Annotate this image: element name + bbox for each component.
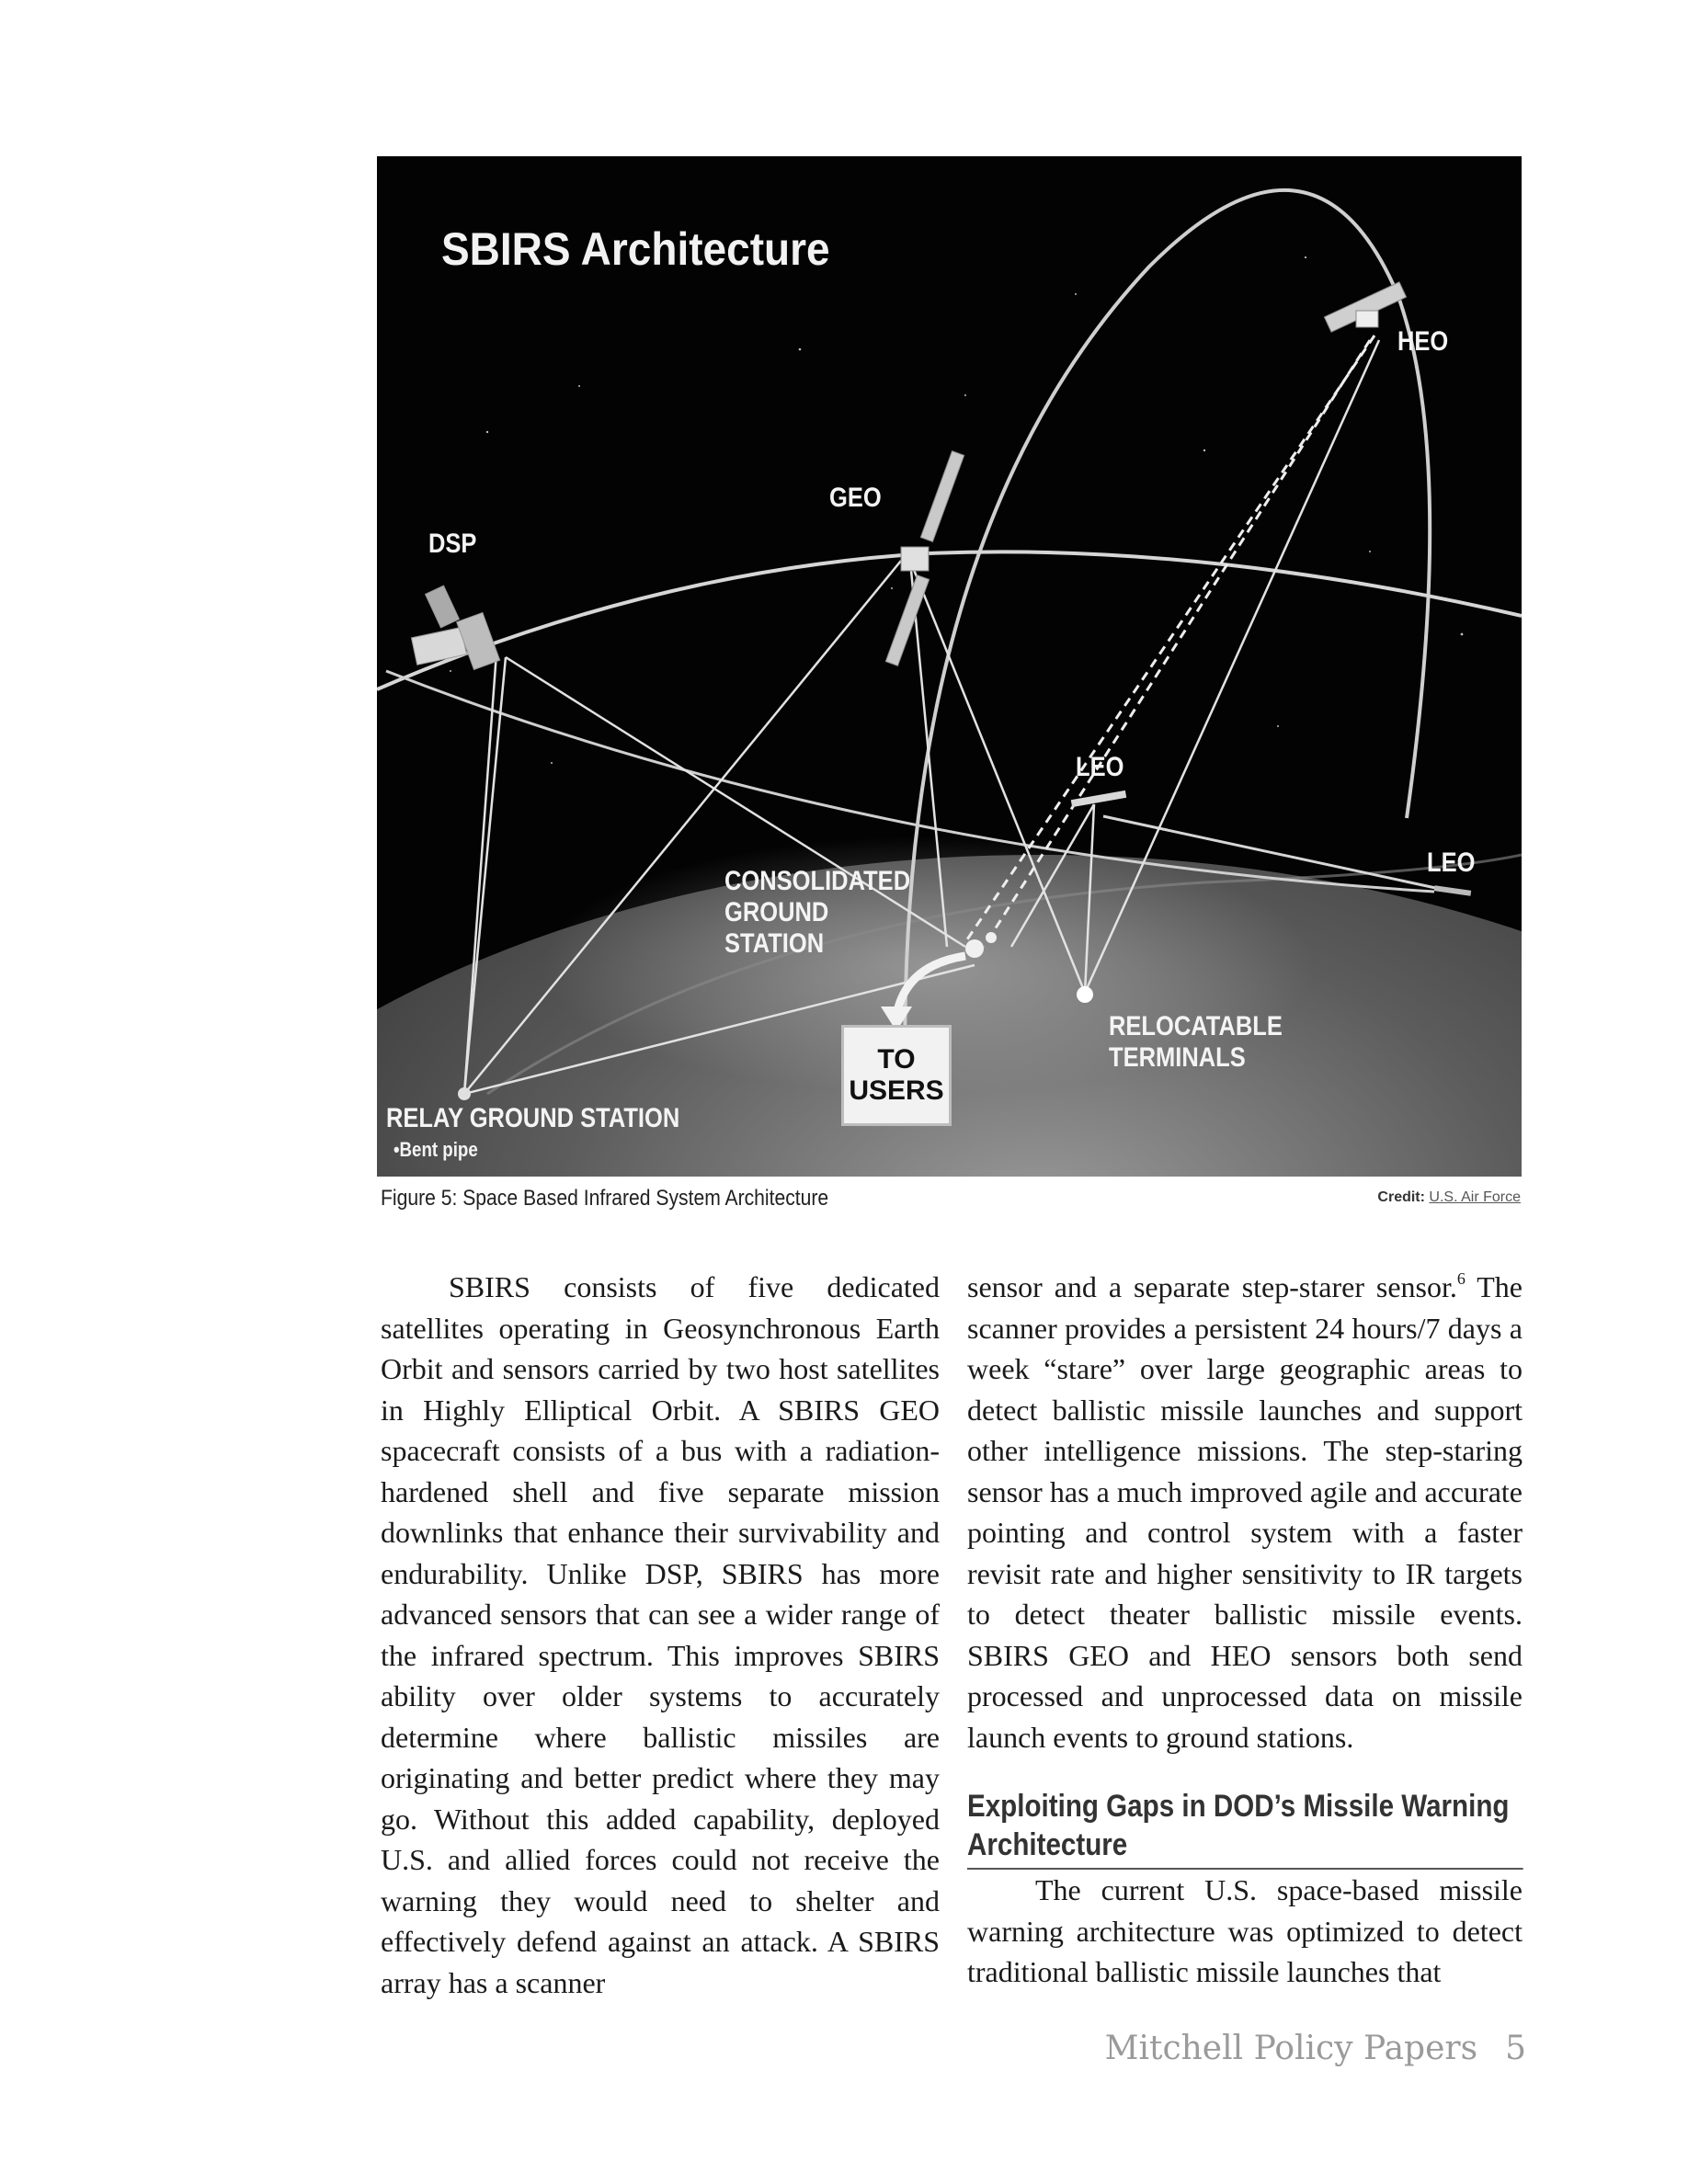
bent-pipe-label: •Bent pipe — [393, 1138, 478, 1161]
geo-orbit — [377, 552, 1522, 689]
heo-label: HEO — [1397, 326, 1449, 357]
caption-text: Figure 5: Space Based Infrared System Architecture — [381, 1186, 829, 1211]
footnote-ref[interactable]: 6 — [1456, 1269, 1466, 1288]
body-paragraph-2-cont: The scanner provides a persistent 24 hours/7 days a week “stare” over large geographic areas to detect ballistic missile launches and support other intelligence missions. The step-staring sensor has a much improved agile and accurate pointing and control system with a faster revisit rate and higher sensitivity to IR targets to detect theater ballistic missile events. SBIRS GEO and HEO sensors both send processed and unprocessed data on missile launch events to ground stations. — [967, 1270, 1523, 1754]
relay-ground-station-label: RELAY GROUND STATION — [386, 1103, 680, 1133]
relay-ground-station-marker — [458, 1087, 471, 1100]
dsp-label: DSP — [428, 529, 477, 559]
sbirs-diagram-graphic — [377, 156, 1522, 1177]
page-footer — [1105, 2030, 1526, 2067]
leo-right-satellite-icon — [1434, 885, 1471, 896]
body-paragraph-2-start: sensor and a separate step-starer sensor. — [967, 1270, 1457, 1303]
leo-upper-label: LEO — [1076, 752, 1124, 782]
figure-title: SBIRS Architecture — [441, 223, 830, 275]
leo-right-label: LEO — [1427, 847, 1476, 878]
relocatable-terminals-label: RELOCATABLE TERMINALS — [1109, 1011, 1283, 1073]
relocatable-terminal-marker — [1077, 986, 1093, 1003]
consolidated-ground-station-label: CONSOLIDATED GROUND STATION — [724, 866, 911, 959]
figure-caption — [381, 1186, 1521, 1213]
to-users-label: TO USERS — [849, 1044, 944, 1106]
page-number: 5 — [1505, 2030, 1526, 2067]
heo-satellite-icon — [1324, 282, 1406, 332]
section-heading: Exploiting Gaps in DOD’s Missile Warning Architecture — [967, 1787, 1523, 1870]
publication-name: Mitchell Policy Papers — [1104, 2030, 1478, 2067]
sbirs-architecture-figure — [377, 156, 1522, 1177]
body-paragraph-2 — [967, 1267, 1523, 1757]
stars — [450, 256, 1463, 764]
consolidated-ground-station-marker — [965, 939, 984, 958]
left-column — [381, 1267, 940, 2003]
to-users-box — [841, 1025, 952, 1126]
right-column — [967, 1267, 1523, 1993]
dsp-satellite-icon — [411, 586, 499, 669]
geo-label: GEO — [829, 483, 882, 513]
leo-satellite-icon — [1071, 791, 1126, 807]
figure-credit — [1377, 1189, 1521, 1206]
credit-label: Credit: — [1377, 1189, 1425, 1205]
body-paragraph-1: SBIRS consists of five dedicated satellites operating in Geosynchronous Earth Orbit and sensors carried by two host satellites in Highly Elliptical Orbit. A SBIRS GEO spacecraft consists of a bus with a radiation-hardened shell and five separate mission downlinks that enhance their survivability and endurability. Unlike DSP, SBIRS has more advanced sensors that can see a wider range of the infrared spectrum. This improves SBIRS ability over older systems to accurately determine where ballistic missiles are originating and better predict where they may go. Without this added capability, deployed U.S. and allied forces could not receive the warning they would need to shelter and effectively defend against an attack. A SBIRS array has a scanner — [381, 1270, 940, 1999]
credit-source-link[interactable]: U.S. Air Force — [1429, 1189, 1521, 1205]
body-paragraph-3: The current U.S. space-based missile warning architecture was optimized to detect traditional ballistic missile launches that — [967, 1873, 1523, 1988]
